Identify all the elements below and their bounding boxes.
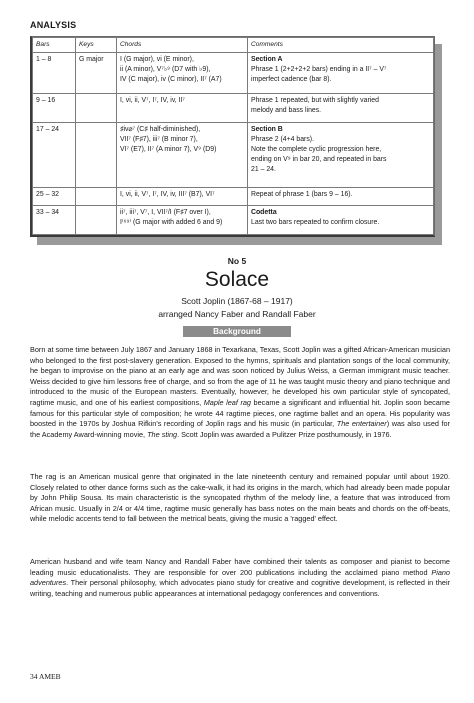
- cell-chords: [117, 52, 248, 93]
- cell-chords: [117, 93, 248, 122]
- cell-keys: [76, 187, 117, 205]
- section-label: Codetta: [251, 208, 277, 216]
- analysis-table-card: [30, 36, 435, 237]
- comment-line: Phrase 1 repeated, but with slightly varied: [251, 96, 379, 104]
- comment-line: Last two bars repeated to confirm closure.: [251, 218, 380, 226]
- column-header-bars: Bars: [33, 38, 76, 53]
- work-title: Piano adventures: [30, 567, 450, 588]
- analysis-table: [32, 37, 434, 235]
- column-header-chords: Chords: [117, 38, 248, 53]
- cell-bars: 33 – 34: [33, 205, 76, 234]
- table-row: [33, 205, 434, 234]
- cell-chords: [117, 205, 248, 234]
- chord-line: I (G major), vi (E minor),: [120, 55, 194, 63]
- background-heading: Background: [183, 326, 291, 337]
- work-title: Maple leaf rag: [203, 397, 251, 407]
- paragraph-text: American husband and wife team Nancy and Randall Faber have combined their talents as composer and pianist to become leading music educationalists. They are responsible for over 200 publications including the acclaimed piano method: [30, 557, 450, 577]
- cell-keys: [76, 205, 117, 234]
- chord-line: ii⁷, iii⁷, V⁷, I, VII⁷/I (F♯7 over I),: [120, 208, 211, 216]
- paragraph-text: ) was also used for the Academy Award-winning movie,: [30, 419, 450, 439]
- section-label: Section B: [251, 126, 283, 134]
- comment-line: melody and bass lines.: [251, 106, 322, 114]
- cell-comments: [248, 123, 434, 188]
- table-row: [33, 93, 434, 122]
- cell-chords: [117, 123, 248, 188]
- cell-comments: [248, 52, 434, 93]
- chord-line: ii (A minor), V⁷♭⁹ (D7 with ♭9),: [120, 65, 211, 73]
- paragraph-fabers: [30, 557, 450, 599]
- cell-comments: [248, 187, 434, 205]
- cell-keys: [76, 93, 117, 122]
- chord-line: I, vi, ii, V⁷, I⁷, IV, iv, II⁷: [120, 96, 185, 104]
- work-title: The entertainer: [336, 419, 387, 429]
- piece-number: No 5: [227, 256, 247, 266]
- paragraph-text: became a significant and influential hit. Joplin soon became famous for this particular style of composition; he wrote 44 ragtime pieces, one ragtime ballet and an opera. His popularity was boosted in the 1970s by Joshua Rifkin's recording of Joplin rags and his music (in particular,: [30, 397, 450, 429]
- cell-keys: [76, 123, 117, 188]
- paragraph-text: . Scott Joplin was awarded a Pulitzer Prize posthumously, in 1976.: [177, 429, 392, 439]
- table-row: [33, 52, 434, 93]
- section-heading: ANALYSIS: [30, 20, 77, 30]
- comment-line: ending on V⁹ in bar 20, and repeated in bars: [251, 156, 387, 164]
- cell-comments: [248, 93, 434, 122]
- cell-keys: G major: [76, 52, 117, 93]
- arranger-line: arranged Nancy Faber and Randall Faber: [158, 309, 316, 319]
- comment-line: 21 – 24.: [251, 166, 276, 174]
- paragraph-text: The rag is an American musical genre that originated in the late nineteenth century and remained popular until about 1920. Closely related to other dance forms such as the cake-walk, it had its origins in the march, which had already been made popular by John Philip Sousa. Its main characteristic is the syncopated rhythm of the melody line, a feature that was introduced from African music. Usually in 2/4 or 4/4 time, ragtime music generally has bass notes on the main beats and chords on the off-beats, while melodic accents tend to fall between the metrical beats, giving the music a 'ragged' effect.: [30, 472, 450, 524]
- cell-bars: 17 – 24: [33, 123, 76, 188]
- paragraph-biography: [30, 345, 450, 440]
- cell-chords: [117, 187, 248, 205]
- page-footer: 34 AMEB: [30, 672, 61, 681]
- table-header-row: [33, 38, 434, 53]
- comment-line: Phrase 2 (4+4 bars).: [251, 136, 315, 144]
- paragraph-rag-genre: [30, 472, 450, 525]
- comment-line: Note the complete cyclic progression here,: [251, 146, 382, 154]
- cell-comments: [248, 205, 434, 234]
- composer-line: Scott Joplin (1867-68 – 1917): [181, 296, 293, 306]
- piece-title: Solace: [204, 268, 270, 291]
- chord-line: I⁽⁶⁹⁾ (G major with added 6 and 9): [120, 218, 223, 226]
- column-header-comments: Comments: [248, 38, 434, 53]
- cell-bars: 9 – 16: [33, 93, 76, 122]
- paragraph-text: . Their personal philosophy, which advocates piano study for creative and cognitive development, is reflected in their writing, teaching and numerous public appearances at international pedagogy conferences and conventions.: [30, 578, 450, 598]
- chord-line: I, vi, ii, V⁷, I⁷, IV, iv, III⁷ (B7), VI⁷: [120, 190, 215, 198]
- work-title: The sting: [147, 429, 178, 439]
- table-row: [33, 187, 434, 205]
- chord-line: VII⁷ (F♯7), iii⁷ (B minor 7),: [120, 136, 198, 144]
- comment-line: Phrase 1 (2+2+2+2 bars) ending in a II⁷ – V⁷: [251, 65, 387, 73]
- comment-line: Repeat of phrase 1 (bars 9 – 16).: [251, 190, 353, 198]
- chord-line: IV (C major), iv (C minor), II⁷ (A7): [120, 75, 222, 83]
- comment-line: imperfect cadence (bar 8).: [251, 75, 332, 83]
- chord-line: ♯iv⌀⁷ (C♯ half-diminished),: [120, 126, 201, 134]
- column-header-keys: Keys: [76, 38, 117, 53]
- cell-bars: 1 – 8: [33, 52, 76, 93]
- paragraph-text: Born at some time between July 1867 and January 1868 in Texarkana, Texas, Scott Joplin was a gifted African-American musician who belonged to the first post-slavery generation. Exposed to the hymns, spirituals and plantation songs of the local community, he began to improvise on the piano at an early age and was soon noticed by Julius Weiss, a German immigrant music teacher. Weiss decided to give him lessons free of charge, and so from the age of 11 he was taught music theory and piano technique and introduced to the music of the European masters. Eventually, however, he developed his own particular style of syncopated, ragtime music, and one of his earliest compositions,: [30, 345, 450, 407]
- cell-bars: 25 – 32: [33, 187, 76, 205]
- chord-line: VI⁷ (E7), II⁷ (A minor 7), V⁹ (D9): [120, 146, 217, 154]
- table-row: [33, 123, 434, 188]
- section-label: Section A: [251, 55, 283, 63]
